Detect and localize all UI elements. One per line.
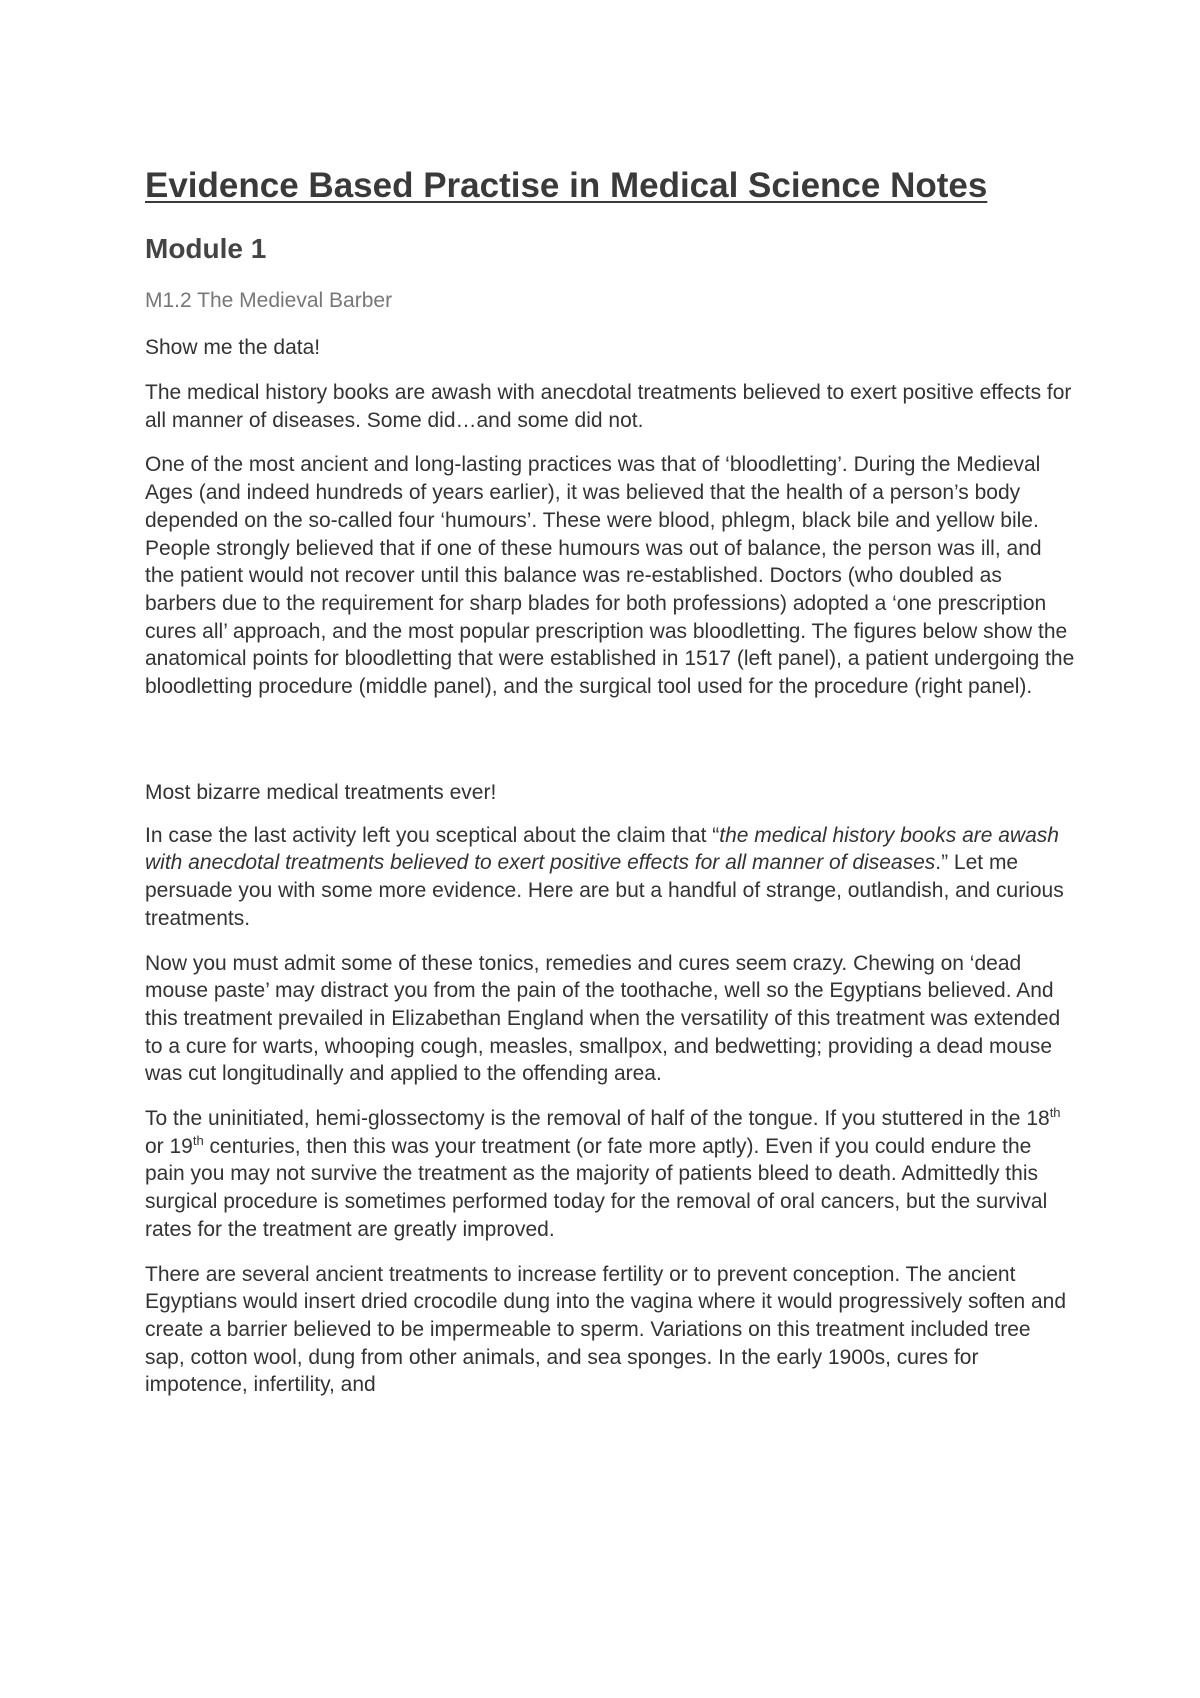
section-heading: M1.2 The Medieval Barber	[145, 289, 393, 312]
document-page	[145, 166, 1075, 1399]
document-title: Evidence Based Practise in Medical Science Notes	[145, 166, 988, 205]
paragraph-sceptical	[145, 822, 1075, 933]
paragraph-sceptical-rest: .” Let me persuade you with some more evidence. Here are but a handful of strange, outlandish, and curious treatments.	[145, 851, 1064, 930]
subheading-show-data: Show me the data!	[145, 336, 321, 359]
paragraph-dead-mouse: Now you must admit some of these tonics, remedies and cures seem crazy. Chewing on ‘dead mouse paste’ may distract you from the pain of the toothache, well so the Egyptians believed. And this treatment prevailed in Elizabethan England when the versatility of this treatment was extended to a cure for warts, whooping cough, measles, smallpox, and bedwetting; providing a dead mouse was cut longitudinally and applied to the offending area.	[145, 951, 1061, 1086]
paragraph-hemi-a: To the uninitiated, hemi-glossectomy is the removal of half of the tongue. If you stuttered in the 18	[145, 1107, 1050, 1131]
paragraph-intro: The medical history books are awash with anecdotal treatments believed to exert positive effects for all manner of diseases. Some did…and some did not.	[145, 381, 1072, 432]
paragraph-hemi-c: centuries, then this was your treatment (or fate more aptly). Even if you could endure the pain you may not survive the treatment as the majority of patients bleed to death. Admittedly this surgical procedure is sometimes performed today for the removal of oral cancers, but the survival rates for the treatment are greatly improved.	[145, 1134, 1048, 1241]
paragraph-hemi-glossectomy	[145, 1105, 1075, 1244]
paragraph-hemi-b: or 19	[145, 1134, 193, 1158]
superscript-th-2: th	[192, 1132, 204, 1148]
paragraph-sceptical-quote: the medical history books are awash with anecdotal treatments believed to exert positive effects for all manner of diseases	[145, 823, 1059, 875]
superscript-th-1: th	[1049, 1105, 1061, 1121]
paragraph-bloodletting: One of the most ancient and long-lasting practices was that of ‘bloodletting’. During the Medieval Ages (and indeed hundreds of years earlier), it was believed that the health of a person’s body depended on the so-called four ‘humours’. These were blood, phlegm, black bile and yellow bile. People strongly believed that if one of these humours was out of balance, the person was ill, and the patient would not recover until this balance was re-established. Doctors (who doubled as barbers due to the requirement for sharp blades for both professions) adopted a ‘one prescription cures all’ approach, and the most popular prescription was bloodletting. The figures below show the anatomical points for bloodletting that were established in 1517 (left panel), a patient undergoing the bloodletting procedure (middle panel), and the surgical tool used for the procedure (right panel).	[145, 453, 1075, 699]
paragraph-fertility: There are several ancient treatments to increase fertility or to prevent conception. The ancient Egyptians would insert dried crocodile dung into the vagina where it would progressively soften and create a barrier believed to be impermeable to sperm. Variations on this treatment included tree sap, cotton wool, dung from other animals, and sea sponges. In the early 1900s, cures for impotence, infertility, and	[145, 1262, 1067, 1397]
module-heading: Module 1	[145, 233, 267, 264]
paragraph-sceptical-lead: In case the last activity left you sceptical about the claim that “	[145, 823, 720, 847]
subheading-bizarre-treatments: Most bizarre medical treatments ever!	[145, 780, 497, 804]
